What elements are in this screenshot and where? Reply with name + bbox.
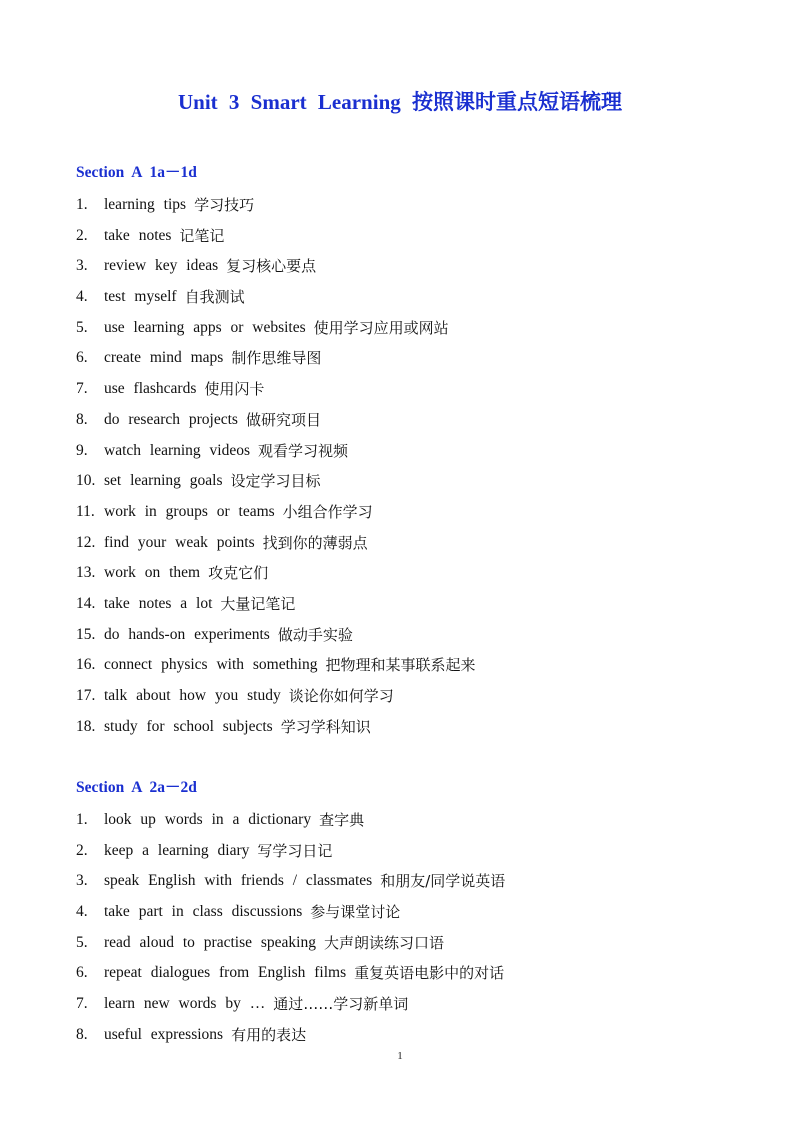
item-number: 16. — [76, 656, 96, 674]
section-a-2a-2d — [76, 775, 756, 1051]
english-phrase: set learning goals — [104, 472, 223, 490]
phrase-item — [76, 558, 756, 589]
phrase-list — [76, 190, 756, 742]
item-number: 3. — [76, 872, 88, 890]
section-heading: Section A 2a－2d — [76, 779, 197, 796]
item-number: 2. — [76, 841, 88, 859]
phrase-item — [76, 620, 756, 651]
chinese-meaning: 观看学习视频 — [258, 441, 349, 460]
item-number: 17. — [76, 687, 96, 704]
english-phrase: review key ideas — [104, 257, 219, 275]
item-number: 7. — [76, 995, 88, 1013]
item-number: 8. — [76, 1025, 88, 1043]
item-number: 4. — [76, 288, 88, 306]
english-phrase: study for school subjects — [104, 717, 273, 735]
page-number: 1 — [397, 1050, 403, 1062]
chinese-meaning: 大量记笔记 — [220, 594, 296, 613]
english-phrase: work on them — [104, 564, 201, 582]
english-phrase: find your weak points — [104, 533, 255, 551]
phrase-item — [76, 282, 756, 313]
chinese-meaning: 攻克它们 — [208, 564, 269, 583]
phrase-item — [76, 313, 756, 344]
phrase-item — [76, 466, 756, 497]
item-number: 4. — [76, 903, 88, 921]
english-phrase: speak English with friends / classmates — [104, 872, 373, 890]
phrase-item — [76, 805, 756, 836]
english-phrase: do hands-on experiments — [104, 625, 270, 643]
phrase-item — [76, 958, 756, 989]
phrase-item — [76, 650, 756, 681]
item-number: 2. — [76, 226, 88, 244]
english-phrase: learn new words by … — [104, 995, 266, 1013]
section-heading: Section A 1a－1d — [76, 164, 197, 181]
english-phrase: watch learning videos — [104, 441, 251, 459]
item-number: 1. — [76, 196, 88, 213]
chinese-meaning: 找到你的薄弱点 — [262, 533, 368, 552]
phrase-item — [76, 405, 756, 436]
phrase-item — [76, 221, 756, 252]
phrase-item — [76, 866, 756, 897]
chinese-meaning: 设定学习目标 — [230, 472, 321, 491]
chinese-meaning: 学习学科知识 — [280, 717, 371, 736]
phrase-item — [76, 989, 756, 1020]
item-number: 8. — [76, 410, 88, 428]
item-number: 14. — [76, 594, 96, 612]
item-number: 6. — [76, 964, 88, 982]
chinese-meaning: 把物理和某事联系起来 — [325, 656, 476, 675]
chinese-meaning: 写学习日记 — [257, 841, 333, 860]
phrase-item — [76, 589, 756, 620]
chinese-meaning: 通过……学习新单词 — [273, 995, 409, 1014]
item-number: 5. — [76, 933, 88, 951]
item-number: 15. — [76, 625, 96, 643]
phrase-item — [76, 528, 756, 559]
phrase-item — [76, 251, 756, 282]
chinese-meaning: 自我测试 — [184, 288, 245, 307]
phrase-item — [76, 897, 756, 928]
english-phrase: connect physics with something — [104, 656, 318, 674]
phrase-item — [76, 681, 756, 712]
english-phrase: take notes — [104, 226, 172, 244]
phrase-item — [76, 374, 756, 405]
english-phrase: create mind maps — [104, 349, 224, 367]
english-phrase: use learning apps or websites — [104, 318, 306, 336]
phrase-list — [76, 805, 756, 1051]
english-phrase: talk about how you study — [104, 687, 281, 704]
chinese-meaning: 小组合作学习 — [282, 502, 373, 521]
english-phrase: use flashcards — [104, 380, 197, 398]
english-phrase: do research projects — [104, 410, 238, 428]
phrase-item — [76, 190, 756, 221]
item-number: 7. — [76, 380, 88, 398]
item-number: 1. — [76, 811, 88, 828]
item-number: 9. — [76, 441, 88, 459]
phrase-item — [76, 836, 756, 867]
document-title: Unit 3 Smart Learning 按照课时重点短语梳理 — [178, 90, 622, 114]
english-phrase: take notes a lot — [104, 594, 213, 612]
phrase-item — [76, 497, 756, 528]
chinese-meaning: 使用学习应用或网站 — [313, 318, 449, 337]
chinese-meaning: 参与课堂讨论 — [310, 903, 401, 922]
section-a-1a-1d — [76, 160, 756, 742]
item-number: 5. — [76, 318, 88, 336]
english-phrase: read aloud to practise speaking — [104, 933, 316, 951]
english-phrase: keep a learning diary — [104, 841, 250, 859]
chinese-meaning: 大声朗读练习口语 — [323, 933, 444, 952]
chinese-meaning: 做动手实验 — [277, 625, 353, 644]
english-phrase: repeat dialogues from English films — [104, 964, 347, 982]
chinese-meaning: 记笔记 — [179, 226, 225, 245]
item-number: 3. — [76, 257, 88, 275]
chinese-meaning: 有用的表达 — [231, 1025, 307, 1044]
item-number: 6. — [76, 349, 88, 367]
phrase-item — [76, 1020, 756, 1051]
phrase-item — [76, 343, 756, 374]
item-number: 10. — [76, 472, 96, 490]
chinese-meaning: 学习技巧 — [194, 196, 255, 214]
item-number: 11. — [76, 502, 95, 520]
english-phrase: take part in class discussions — [104, 903, 303, 921]
phrase-item — [76, 928, 756, 959]
chinese-meaning: 查字典 — [319, 811, 365, 829]
item-number: 18. — [76, 717, 96, 735]
english-phrase: learning tips — [104, 196, 187, 213]
english-phrase: look up words in a dictionary — [104, 811, 312, 828]
chinese-meaning: 谈论你如何学习 — [288, 687, 394, 705]
chinese-meaning: 重复英语电影中的对话 — [354, 964, 505, 983]
english-phrase: work in groups or teams — [104, 502, 275, 520]
phrase-item — [76, 436, 756, 467]
chinese-meaning: 复习核心要点 — [226, 257, 317, 276]
chinese-meaning: 制作思维导图 — [231, 349, 322, 368]
english-phrase: useful expressions — [104, 1025, 224, 1043]
chinese-meaning: 使用闪卡 — [204, 380, 265, 399]
item-number: 12. — [76, 533, 96, 551]
chinese-meaning: 做研究项目 — [245, 410, 321, 429]
chinese-meaning: 和朋友/同学说英语 — [380, 872, 506, 891]
english-phrase: test myself — [104, 288, 177, 306]
item-number: 13. — [76, 564, 96, 582]
phrase-item — [76, 712, 756, 743]
